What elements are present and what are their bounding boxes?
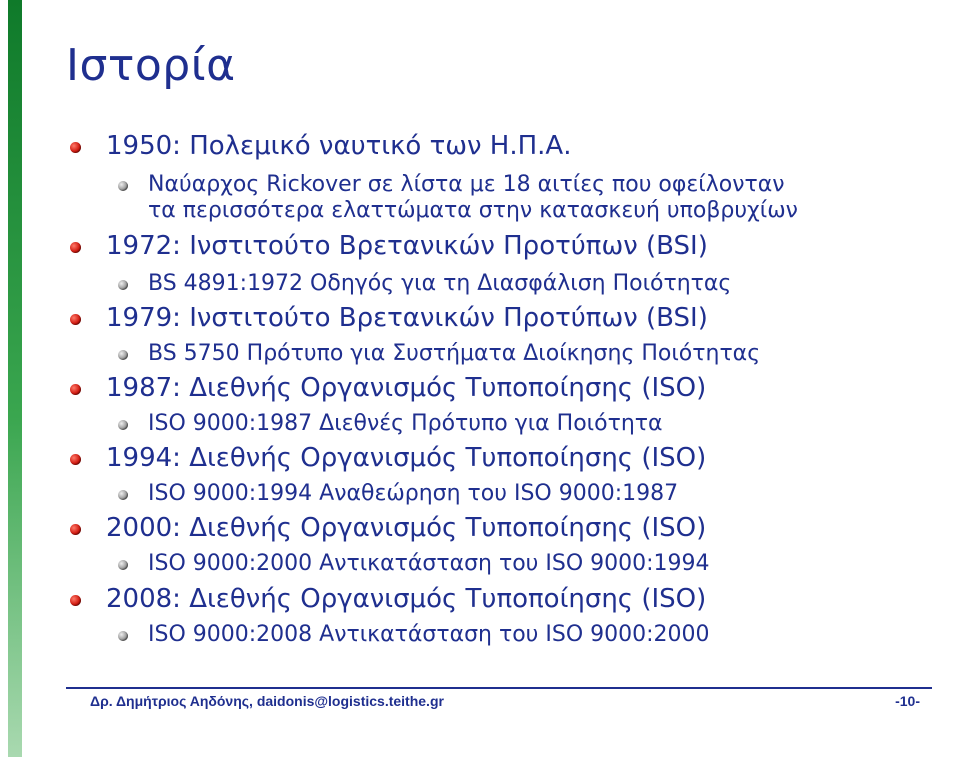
list-item — [148, 411, 663, 436]
list-item-text: BS 4891:1972 Οδηγός για τη Διασφάλιση Ποιότητας — [148, 271, 732, 296]
list-item-text: 2000: Διεθνής Οργανισμός Τυποποίησης (ISO) — [106, 513, 707, 543]
red-sphere-bullet-icon — [70, 384, 81, 395]
list-item — [106, 232, 708, 262]
list-item-text: τα περισσότερα ελαττώματα στην κατασκευή υποβρυχίων — [148, 198, 798, 223]
red-sphere-bullet-icon — [70, 524, 81, 535]
gray-sphere-bullet-icon — [118, 420, 128, 430]
list-item — [148, 341, 760, 366]
list-item — [148, 271, 731, 296]
gray-sphere-bullet-icon — [118, 280, 128, 290]
page-number: -10- — [895, 693, 920, 709]
slide-title: Ιστορία — [66, 40, 236, 91]
list-item — [148, 622, 710, 647]
list-item-text: 1987: Διεθνής Οργανισμός Τυποποίησης (ISO) — [106, 373, 707, 403]
list-item-continuation — [148, 198, 798, 223]
red-sphere-bullet-icon — [70, 242, 81, 253]
list-item-text: ISO 9000:1987 Διεθνές Πρότυπο για Ποιότητα — [148, 411, 663, 436]
list-item-text: ISO 9000:2008 Αντικατάσταση του ISO 9000:2000 — [148, 622, 710, 647]
list-item-text: 1972: Ινστιτούτο Βρετανικών Προτύπων (BSI) — [106, 231, 708, 261]
gray-sphere-bullet-icon — [118, 560, 128, 570]
list-item — [106, 514, 706, 544]
red-sphere-bullet-icon — [70, 314, 81, 325]
list-item-text: Ναύαρχος Rickover σε λίστα με 18 αιτίες που οφείλονταν — [148, 172, 785, 197]
list-item-text: 1950: Πολεμικό ναυτικό των Η.Π.Α. — [106, 131, 572, 161]
list-item-text: BS 5750 Πρότυπο για Συστήματα Διοίκησης Ποιότητας — [148, 341, 761, 366]
gray-sphere-bullet-icon — [118, 490, 128, 500]
list-item — [148, 172, 785, 197]
list-item — [148, 551, 710, 576]
list-item — [106, 444, 706, 474]
gray-sphere-bullet-icon — [118, 350, 128, 360]
list-item — [106, 304, 708, 334]
gray-sphere-bullet-icon — [118, 181, 128, 191]
list-item — [148, 481, 678, 506]
list-item-text: 1994: Διεθνής Οργανισμός Τυποποίησης (ISO) — [106, 443, 707, 473]
list-item-text: 1979: Ινστιτούτο Βρετανικών Προτύπων (BSI) — [106, 303, 708, 333]
list-item-text: 2008: Διεθνής Οργανισμός Τυποποίησης (ISO) — [106, 584, 707, 614]
gray-sphere-bullet-icon — [118, 631, 128, 641]
side-accent-bar — [8, 0, 22, 757]
list-item-text: ISO 9000:2000 Αντικατάσταση του ISO 9000:1994 — [148, 551, 710, 576]
list-item-text: ISO 9000:1994 Αναθεώρηση του ISO 9000:1987 — [148, 481, 679, 506]
list-item — [106, 132, 571, 162]
list-item — [106, 585, 706, 615]
footer-divider — [66, 687, 932, 689]
red-sphere-bullet-icon — [70, 142, 81, 153]
list-item — [106, 374, 706, 404]
footer-author: Δρ. Δημήτριος Αηδόνης, daidonis@logistics.teithe.gr — [90, 693, 444, 709]
red-sphere-bullet-icon — [70, 454, 81, 465]
red-sphere-bullet-icon — [70, 595, 81, 606]
